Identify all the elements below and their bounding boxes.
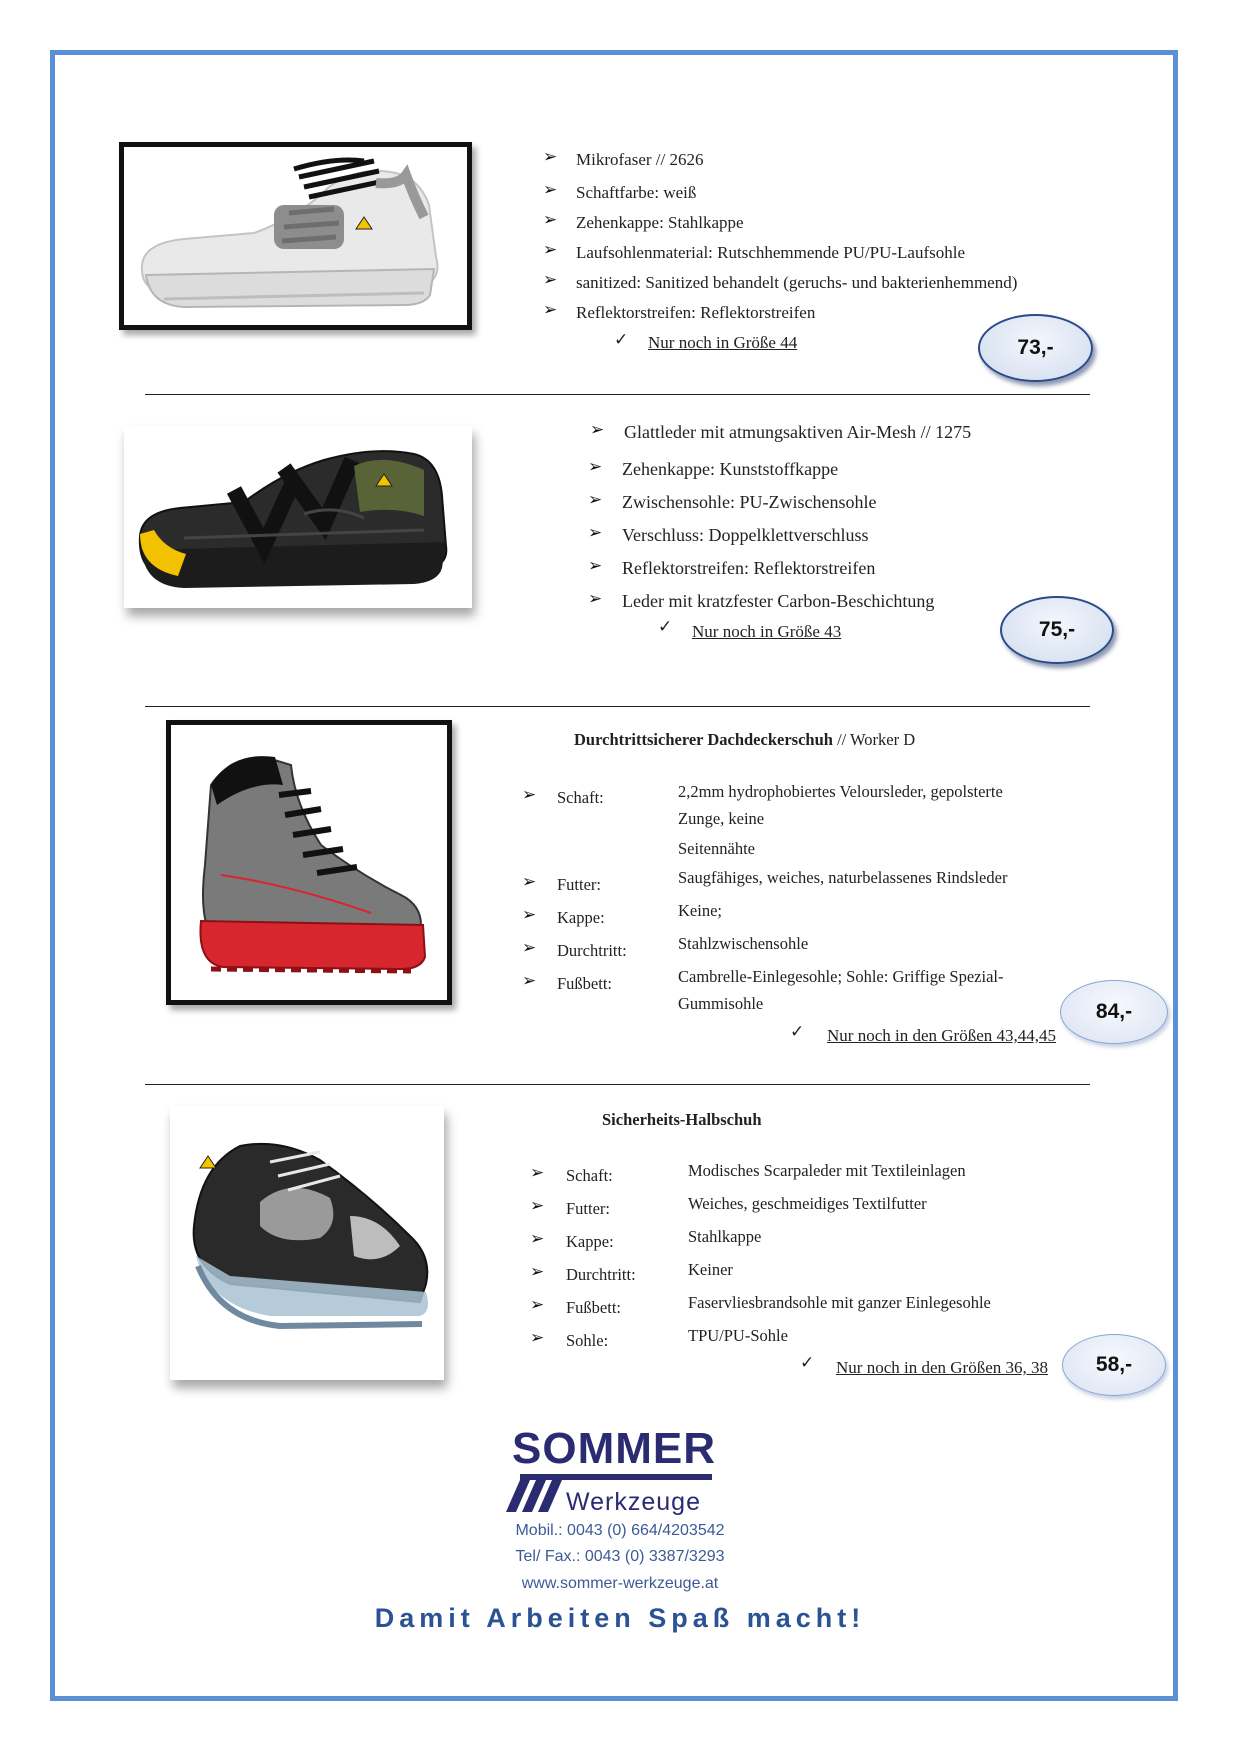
spec-value: Stahlzwischensohle	[678, 934, 809, 953]
product1-price-badge: 73,-	[978, 314, 1093, 382]
contact-website-link[interactable]: www.sommer-werkzeuge.at	[521, 1575, 719, 1592]
product1-bullet: Laufsohlenmaterial: Rutschhemmende PU/PU-Laufsohle	[576, 243, 966, 262]
separator	[145, 706, 1090, 707]
spec-value: 2,2mm hydrophobiertes Veloursleder, gepolsterte	[678, 782, 1003, 801]
bullet-arrow-icon: ➢	[530, 1163, 545, 1183]
spec-value: Stahlkappe	[688, 1227, 762, 1246]
product3-title-code: // Worker D	[832, 730, 916, 749]
spec-value: Cambrelle-Einlegesohle; Sohle: Griffige Spezial-	[678, 967, 1004, 986]
bullet-arrow-icon: ➢	[543, 147, 558, 167]
spec-value: Zunge, keine	[678, 809, 765, 828]
product1-bullet: Mikrofaser // 2626	[576, 150, 704, 169]
bullet-arrow-icon: ➢	[590, 420, 605, 440]
black-grey-shoe-icon	[170, 1106, 444, 1380]
product2-bullet: Reflektorstreifen: Reflektorstreifen	[622, 558, 876, 578]
spec-value: Gummisohle	[678, 994, 764, 1013]
bullet-arrow-icon: ➢	[522, 905, 537, 925]
product2-image	[124, 426, 472, 608]
spec-label: Kappe:	[557, 908, 605, 927]
spec-label: Sohle:	[566, 1331, 609, 1350]
product4-availability: Nur noch in den Größen 36, 38	[836, 1358, 1048, 1377]
spec-label: Futter:	[557, 875, 601, 894]
spec-label: Schaft:	[557, 788, 604, 807]
brand-logo-text: SOMMER	[512, 1424, 716, 1473]
bullet-arrow-icon: ➢	[543, 270, 558, 290]
spec-value: Faservliesbrandsohle mit ganzer Einlegesohle	[688, 1293, 991, 1312]
product1-bullet: Reflektorstreifen: Reflektorstreifen	[576, 303, 816, 322]
product3-availability: Nur noch in den Größen 43,44,45	[827, 1026, 1056, 1045]
bullet-arrow-icon: ➢	[522, 938, 537, 958]
spec-value: Keiner	[688, 1260, 733, 1279]
product4-title: Sicherheits-Halbschuh	[602, 1110, 762, 1129]
product1-availability: Nur noch in Größe 44	[648, 333, 798, 352]
bullet-arrow-icon: ➢	[530, 1262, 545, 1282]
product3-title-bold: Durchtrittsicherer Dachdeckerschuh	[574, 730, 833, 749]
bullet-arrow-icon: ➢	[530, 1196, 545, 1216]
checkmark-icon: ✓	[790, 1022, 805, 1042]
bullet-arrow-icon: ➢	[530, 1295, 545, 1315]
bullet-arrow-icon: ➢	[522, 971, 537, 991]
separator	[145, 394, 1090, 395]
bullet-arrow-icon: ➢	[588, 523, 603, 543]
checkmark-icon: ✓	[614, 330, 629, 350]
spec-label: Fußbett:	[566, 1298, 622, 1317]
bullet-arrow-icon: ➢	[543, 240, 558, 260]
spec-value: Keine;	[678, 901, 722, 920]
spec-label: Kappe:	[566, 1232, 614, 1251]
contact-mobile: Mobil.: 0043 (0) 664/4203542	[515, 1522, 725, 1539]
bullet-arrow-icon: ➢	[588, 556, 603, 576]
bullet-arrow-icon: ➢	[530, 1229, 545, 1249]
spec-label: Durchtritt:	[566, 1265, 636, 1284]
spec-value: Seitennähte	[678, 839, 755, 858]
bullet-arrow-icon: ➢	[588, 589, 603, 609]
black-sandal-icon	[124, 426, 472, 608]
product4-price-badge: 58,-	[1062, 1334, 1166, 1396]
spec-value: Saugfähiges, weiches, naturbelassenes Rindsleder	[678, 868, 1008, 887]
product3-image	[166, 720, 452, 1005]
product1-bullet: sanitized: Sanitized behandelt (geruchs- und bakterienhemmend)	[576, 273, 1018, 292]
product3-price-badge: 84,-	[1060, 980, 1168, 1044]
separator	[145, 1084, 1090, 1085]
bullet-arrow-icon: ➢	[543, 180, 558, 200]
product1-bullet: Zehenkappe: Stahlkappe	[576, 213, 744, 232]
bullet-arrow-icon: ➢	[522, 872, 537, 892]
checkmark-icon: ✓	[658, 617, 673, 637]
product3-title	[574, 730, 915, 750]
spec-value: Weiches, geschmeidiges Textilfutter	[688, 1194, 927, 1213]
spec-label: Fußbett:	[557, 974, 613, 993]
spec-value: Modisches Scarpaleder mit Textileinlagen	[688, 1161, 966, 1180]
product2-bullet: Zehenkappe: Kunststoffkappe	[622, 459, 839, 479]
product2-bullet: Zwischensohle: PU-Zwischensohle	[622, 492, 877, 512]
spec-label: Schaft:	[566, 1166, 613, 1185]
bullet-arrow-icon: ➢	[588, 457, 603, 477]
product2-bullet: Glattleder mit atmungsaktiven Air-Mesh // 1275	[624, 422, 972, 442]
bullet-arrow-icon: ➢	[588, 490, 603, 510]
product2-bullet: Leder mit kratzfester Carbon-Beschichtung	[622, 591, 935, 611]
product2-availability: Nur noch in Größe 43	[692, 622, 842, 641]
bullet-arrow-icon: ➢	[522, 785, 537, 805]
product4-image	[170, 1106, 444, 1380]
white-shoe-icon	[124, 147, 467, 325]
product1-bullet: Schaftfarbe: weiß	[576, 183, 697, 202]
product1-image	[119, 142, 472, 330]
bullet-arrow-icon: ➢	[543, 210, 558, 230]
product2-price-badge: 75,-	[1000, 596, 1114, 664]
grey-red-boot-icon	[171, 725, 447, 1000]
contact-phone-fax[interactable]: Tel/ Fax.: 0043 (0) 3387/3293	[515, 1548, 725, 1565]
bullet-arrow-icon: ➢	[543, 300, 558, 320]
bullet-arrow-icon: ➢	[530, 1328, 545, 1348]
spec-label: Futter:	[566, 1199, 610, 1218]
spec-value: TPU/PU-Sohle	[688, 1326, 788, 1345]
slogan: Damit Arbeiten Spaß macht!	[374, 1603, 866, 1633]
checkmark-icon: ✓	[800, 1353, 815, 1373]
product2-bullet: Verschluss: Doppelklettverschluss	[622, 525, 869, 545]
brand-logo-subtext: Werkzeuge	[566, 1488, 701, 1516]
spec-label: Durchtritt:	[557, 941, 627, 960]
